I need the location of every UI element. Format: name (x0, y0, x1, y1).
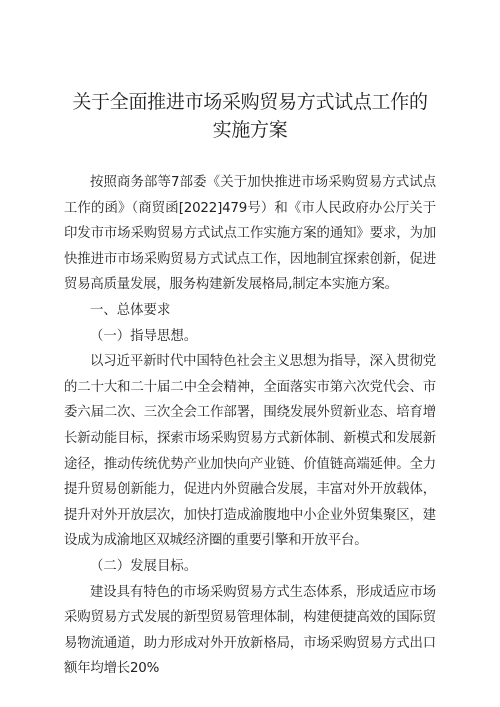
development-goals-paragraph: 建设具有特色的市场采购贸易方式生态体系，形成适应市场采购贸易方式发展的新型贸易管理体制，构建便捷高效的国际贸易物流通道，助力形成对外开放新格局，市场采购贸易方式出口额年均增长20% (64, 584, 436, 677)
intro-paragraph: 按照商务部等7部委《关于加快推进市场采购贸易方式试点工作的函》（商贸函[2022]479号）和《市人民政府办公厅关于印发市市场采购贸易方式试点工作实施方案的通知》要求，为加快推进市市场采购贸易方式试点工作，因地制宜探索创新，促进贸易高质量发展，服务构建新发展格局,制定本实施方案。 (64, 175, 436, 293)
document-title: 关于全面推进市场采购贸易方式试点工作的实施方案 (72, 91, 428, 141)
subsection-heading-guiding-ideology: （一）指导思想。 (90, 328, 198, 344)
subsection-heading-development-goals: （二）发展目标。 (90, 558, 198, 574)
document-body (64, 170, 436, 682)
section-heading-general-requirements: 一、总体要求 (90, 302, 171, 318)
guiding-ideology-paragraph: 以习近平新时代中国特色社会主义思想为指导，深入贯彻党的二十大和二十届二中全会精神，全面落实市第六次党代会、市委六届二次、三次全会工作部署，围绕发展外贸新业态、培育增长新动能目标，探索市场采购贸易方式新体制、新模式和发展新途径，推动传统优势产业加快向产业链、价值链高端延伸。全力提升贸易创新能力，促进内外贸融合发展，丰富对外开放载体，提升对外开放层次，加快打造成渝腹地中小企业外贸集聚区，建设成为成渝地区双城经济圈的重要引擎和开放平台。 (64, 354, 436, 549)
